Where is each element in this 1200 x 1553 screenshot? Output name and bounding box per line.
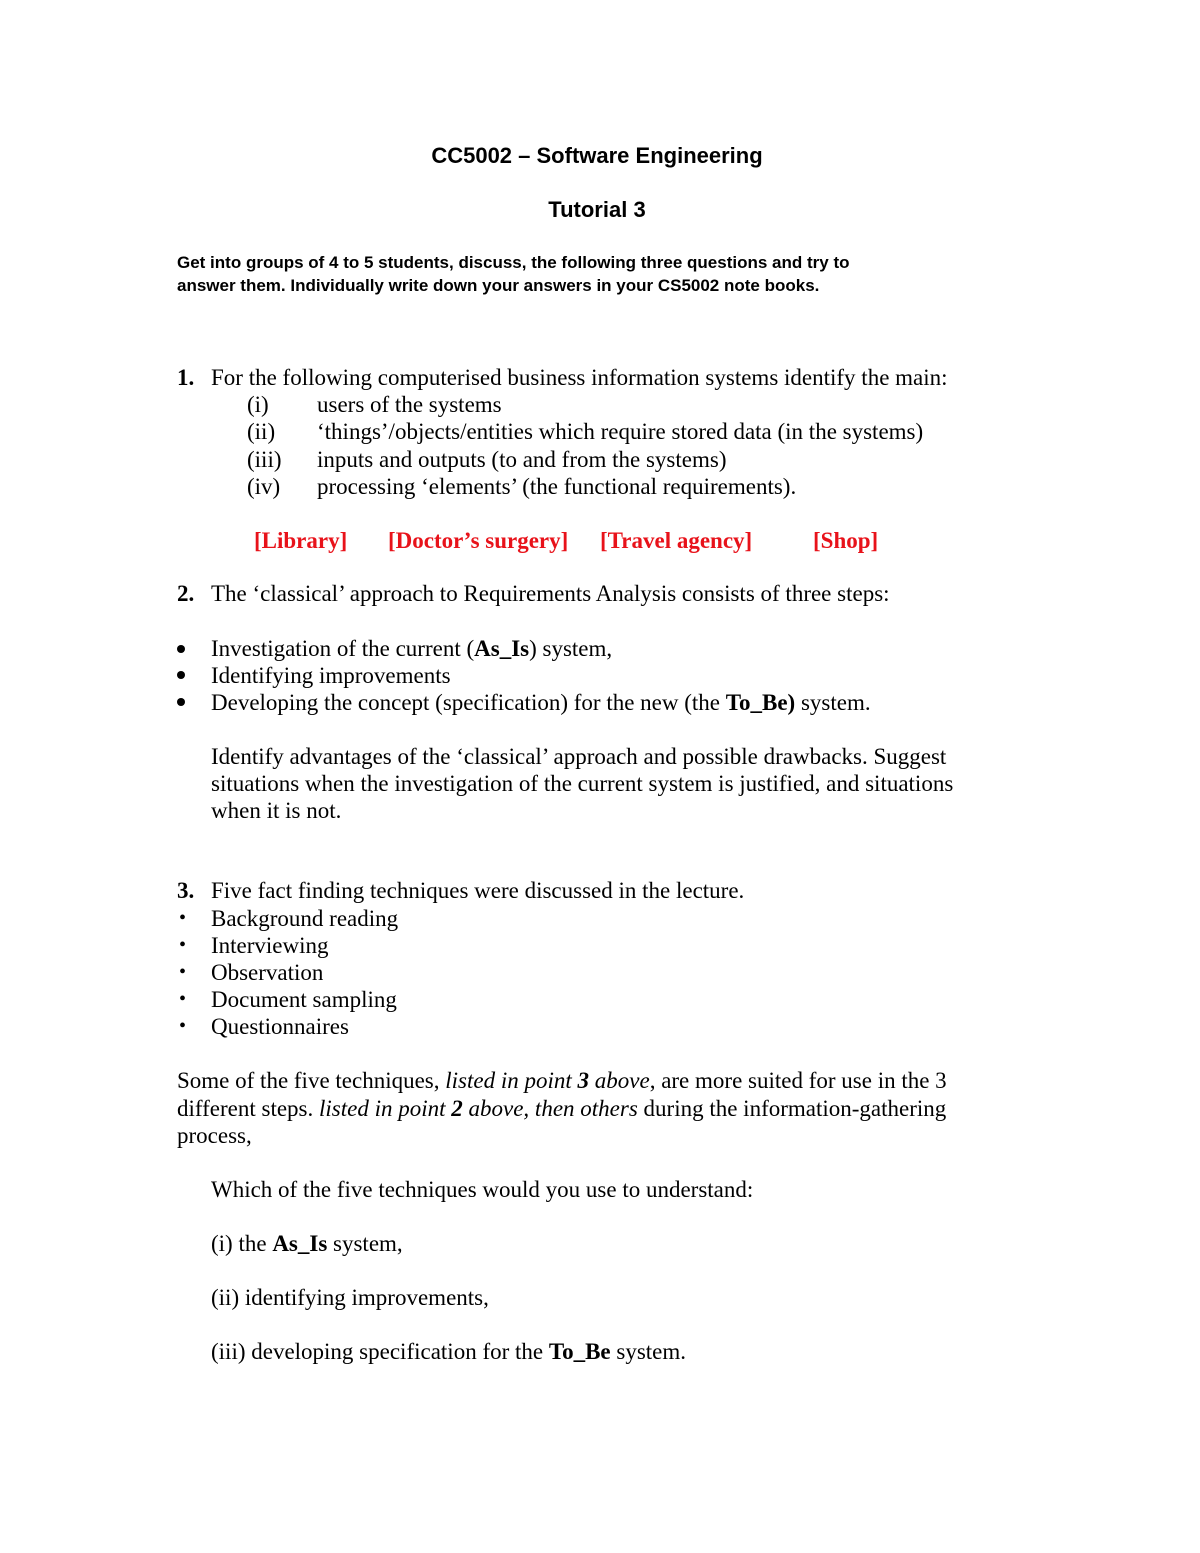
question-2-text: The ‘classical’ approach to Requirements Analysis consists of three steps: [211, 581, 890, 606]
instructions-line-2: answer them. Individually write down your answers in your CS5002 note books. [177, 276, 820, 295]
technique-item: Background reading [211, 906, 399, 931]
bullet-icon: • [179, 934, 187, 956]
document-title: CC5002 – Software Engineering [431, 143, 763, 168]
bullet-icon: • [179, 988, 187, 1010]
system-library: [Library] [254, 528, 348, 553]
technique-item: Document sampling [211, 987, 397, 1012]
bullet-icon [177, 698, 185, 706]
q2-step-2: Identifying improvements [211, 663, 451, 688]
q3-paragraph-line-2: different steps. listed in point 2 above, then others during the information-gathering [177, 1096, 947, 1121]
bullet-icon [177, 645, 185, 653]
q1-item-text: processing ‘elements’ (the functional requirements). [317, 474, 797, 499]
system-shop: [Shop] [813, 528, 879, 553]
q1-item-text: users of the systems [317, 392, 502, 417]
bullet-icon: • [179, 961, 187, 983]
question-1-text: For the following computerised business information systems identify the main: [211, 365, 948, 390]
system-doctors-surgery: [Doctor’s surgery] [388, 528, 569, 553]
q1-item-text: ‘things’/objects/entities which require stored data (in the systems) [317, 419, 924, 444]
q2-step-1: Investigation of the current (As_Is) system, [211, 636, 613, 661]
technique-item: Observation [211, 960, 324, 985]
q1-item-label: (iii) [247, 447, 282, 472]
q3-sub-question-3: (iii) developing specification for the To_Be system. [211, 1339, 687, 1364]
tutorial-subtitle: Tutorial 3 [548, 197, 646, 222]
q2-paragraph-line-1: Identify advantages of the ‘classical’ approach and possible drawbacks. Suggest [211, 744, 947, 769]
instructions-line-1: Get into groups of 4 to 5 students, discuss, the following three questions and try to [177, 253, 850, 272]
bullet-icon: • [179, 907, 187, 929]
q1-item-label: (i) [247, 392, 269, 417]
q1-item-text: inputs and outputs (to and from the systems) [317, 447, 727, 472]
q3-paragraph-line-1: Some of the five techniques, listed in point 3 above, are more suited for use in the 3 [177, 1068, 947, 1093]
q2-paragraph-line-3: when it is not. [211, 798, 342, 823]
technique-item: Interviewing [211, 933, 329, 958]
q3-question: Which of the five techniques would you use to understand: [211, 1177, 754, 1202]
question-3-text: Five fact finding techniques were discussed in the lecture. [211, 878, 745, 903]
technique-item: Questionnaires [211, 1014, 349, 1039]
question-1-number: 1. [177, 365, 195, 390]
q3-paragraph-line-3: process, [177, 1123, 252, 1148]
q3-sub-question-1: (i) the As_Is system, [211, 1231, 403, 1256]
q2-step-3: Developing the concept (specification) for the new (the To_Be) system. [211, 690, 871, 715]
bullet-icon [177, 671, 185, 679]
q1-item-label: (ii) [247, 419, 276, 444]
q1-item-label: (iv) [247, 474, 281, 499]
q2-paragraph-line-2: situations when the investigation of the current system is justified, and situations [211, 771, 954, 796]
system-travel-agency: [Travel agency] [600, 528, 753, 553]
question-3-number: 3. [177, 878, 195, 903]
q3-sub-question-2: (ii) identifying improvements, [211, 1285, 489, 1310]
bullet-icon: • [179, 1015, 187, 1037]
question-2-number: 2. [177, 581, 195, 606]
